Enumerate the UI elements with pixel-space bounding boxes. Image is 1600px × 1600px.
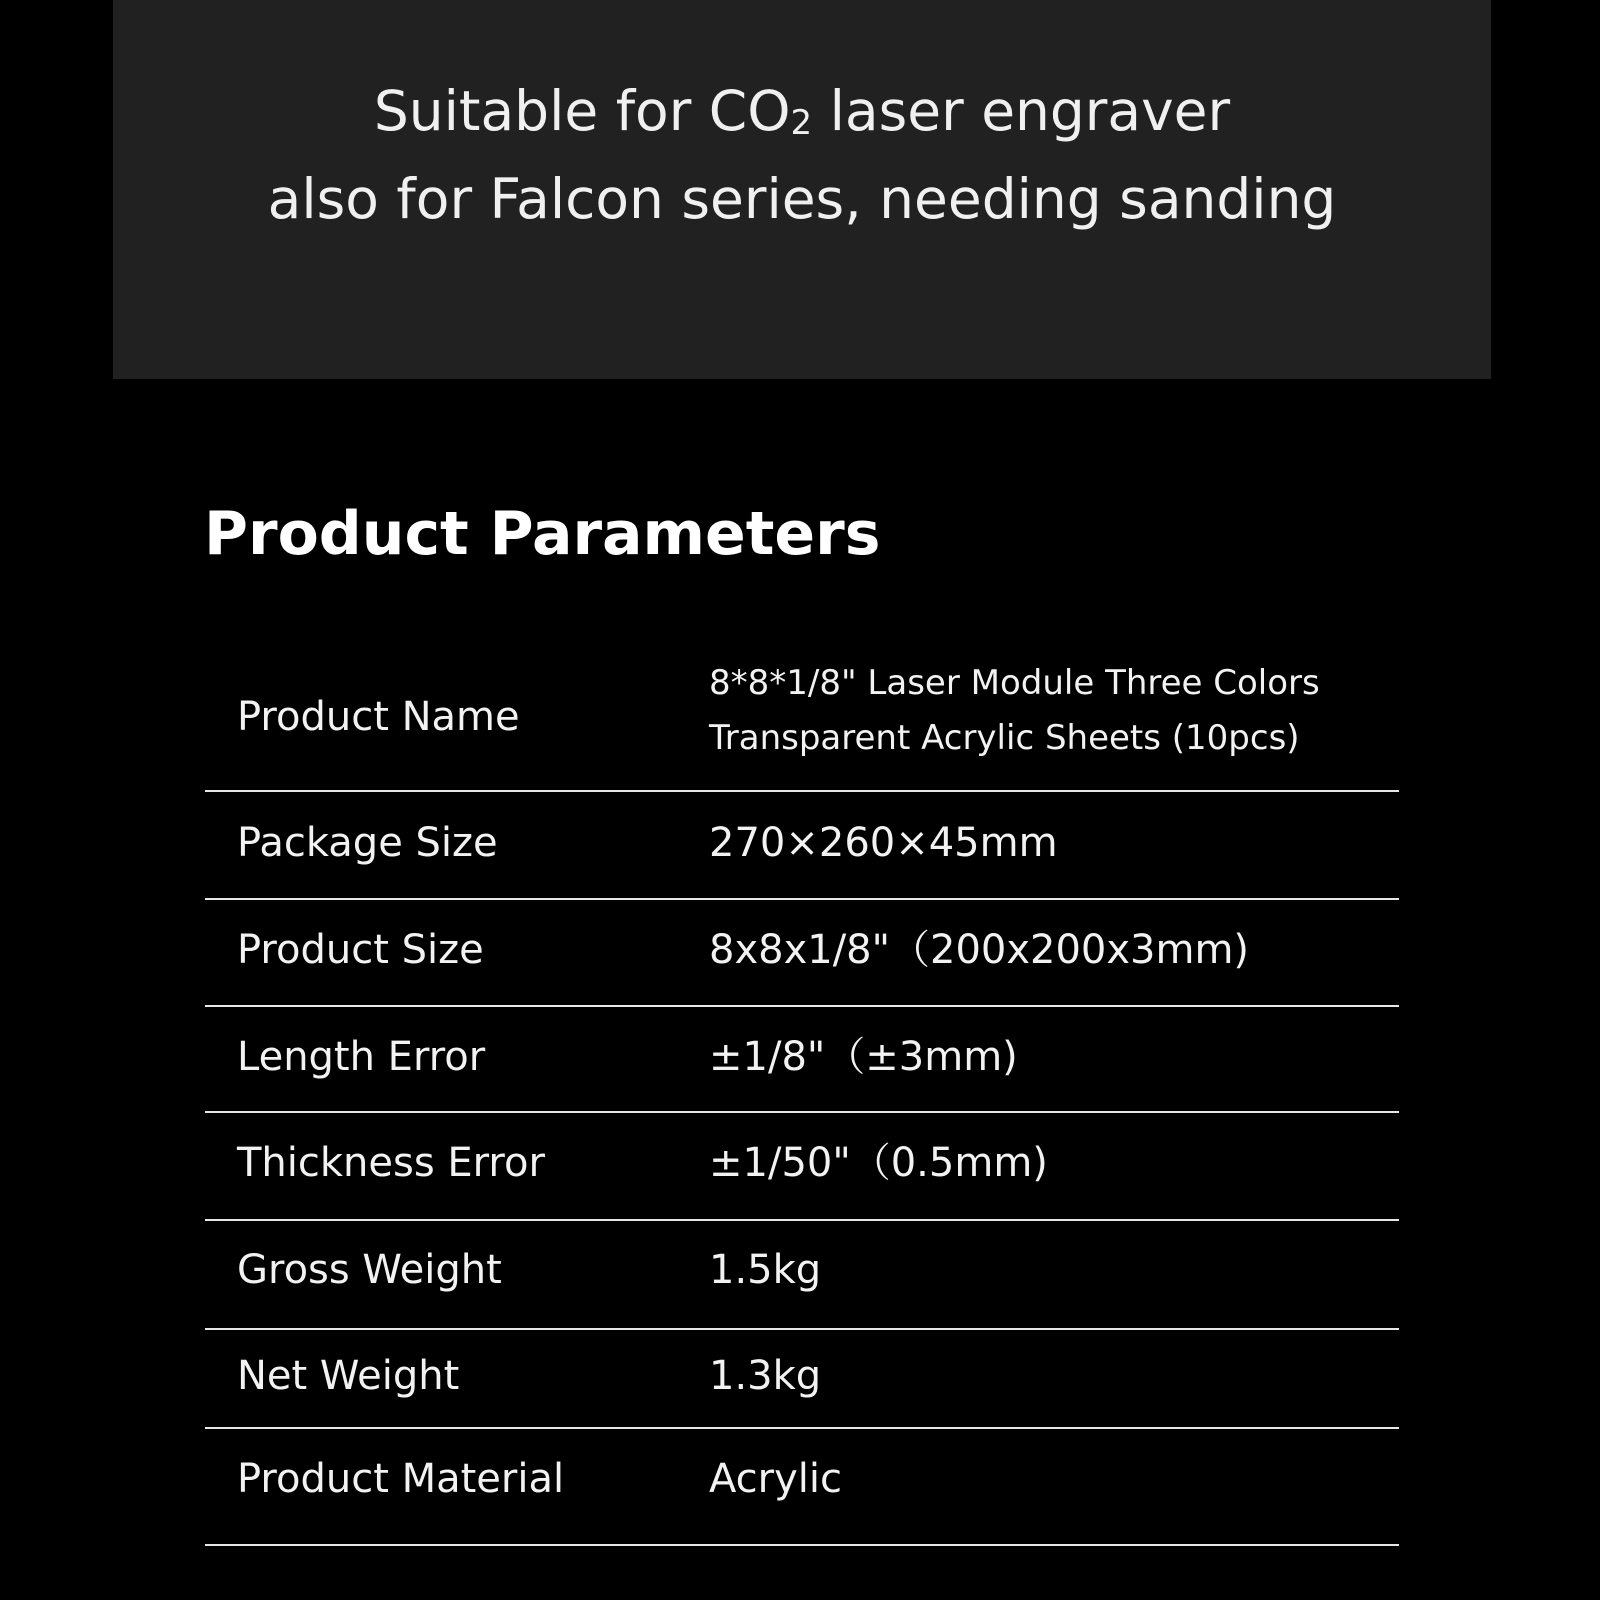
banner-line-2: also for Falcon series, needing sanding bbox=[267, 167, 1337, 231]
param-label: Gross Weight bbox=[237, 1247, 502, 1293]
banner-line-1-suffix: laser engraver bbox=[812, 79, 1231, 143]
param-value: 270×260×45mm bbox=[709, 820, 1058, 866]
param-value-line-1: 8*8*1/8" Laser Module Three Colors bbox=[709, 663, 1320, 703]
param-value: 1.3kg bbox=[709, 1353, 822, 1399]
param-row-length-error bbox=[205, 1007, 1399, 1113]
param-label: Length Error bbox=[237, 1034, 486, 1080]
banner-line-1 bbox=[113, 78, 1491, 144]
param-value-line-2: Transparent Acrylic Sheets (10pcs) bbox=[709, 718, 1300, 758]
param-label: Product Name bbox=[237, 694, 520, 740]
param-label: Product Material bbox=[237, 1456, 565, 1502]
param-label: Package Size bbox=[237, 820, 498, 866]
param-label: Thickness Error bbox=[237, 1140, 545, 1186]
param-row-product-material bbox=[205, 1429, 1399, 1546]
banner-co2-subscript: 2 bbox=[790, 103, 813, 143]
param-value: ±1/50"（0.5mm) bbox=[709, 1140, 1048, 1186]
param-value: 1.5kg bbox=[709, 1247, 822, 1293]
param-row-package-size bbox=[205, 792, 1399, 900]
param-row-thickness-error bbox=[205, 1113, 1399, 1221]
section-title: Product Parameters bbox=[204, 499, 881, 569]
param-value: ±1/8"（±3mm) bbox=[709, 1034, 1018, 1080]
param-row-net-weight bbox=[205, 1330, 1399, 1429]
compatibility-banner bbox=[113, 0, 1491, 379]
banner-line-1-prefix: Suitable for CO bbox=[373, 79, 791, 143]
param-row-gross-weight bbox=[205, 1221, 1399, 1330]
param-row-product-name bbox=[205, 647, 1399, 792]
param-label: Product Size bbox=[237, 927, 484, 973]
param-label: Net Weight bbox=[237, 1353, 460, 1399]
param-row-product-size bbox=[205, 900, 1399, 1007]
param-value: 8x8x1/8"（200x200x3mm) bbox=[709, 927, 1250, 973]
param-value: Acrylic bbox=[709, 1456, 842, 1502]
